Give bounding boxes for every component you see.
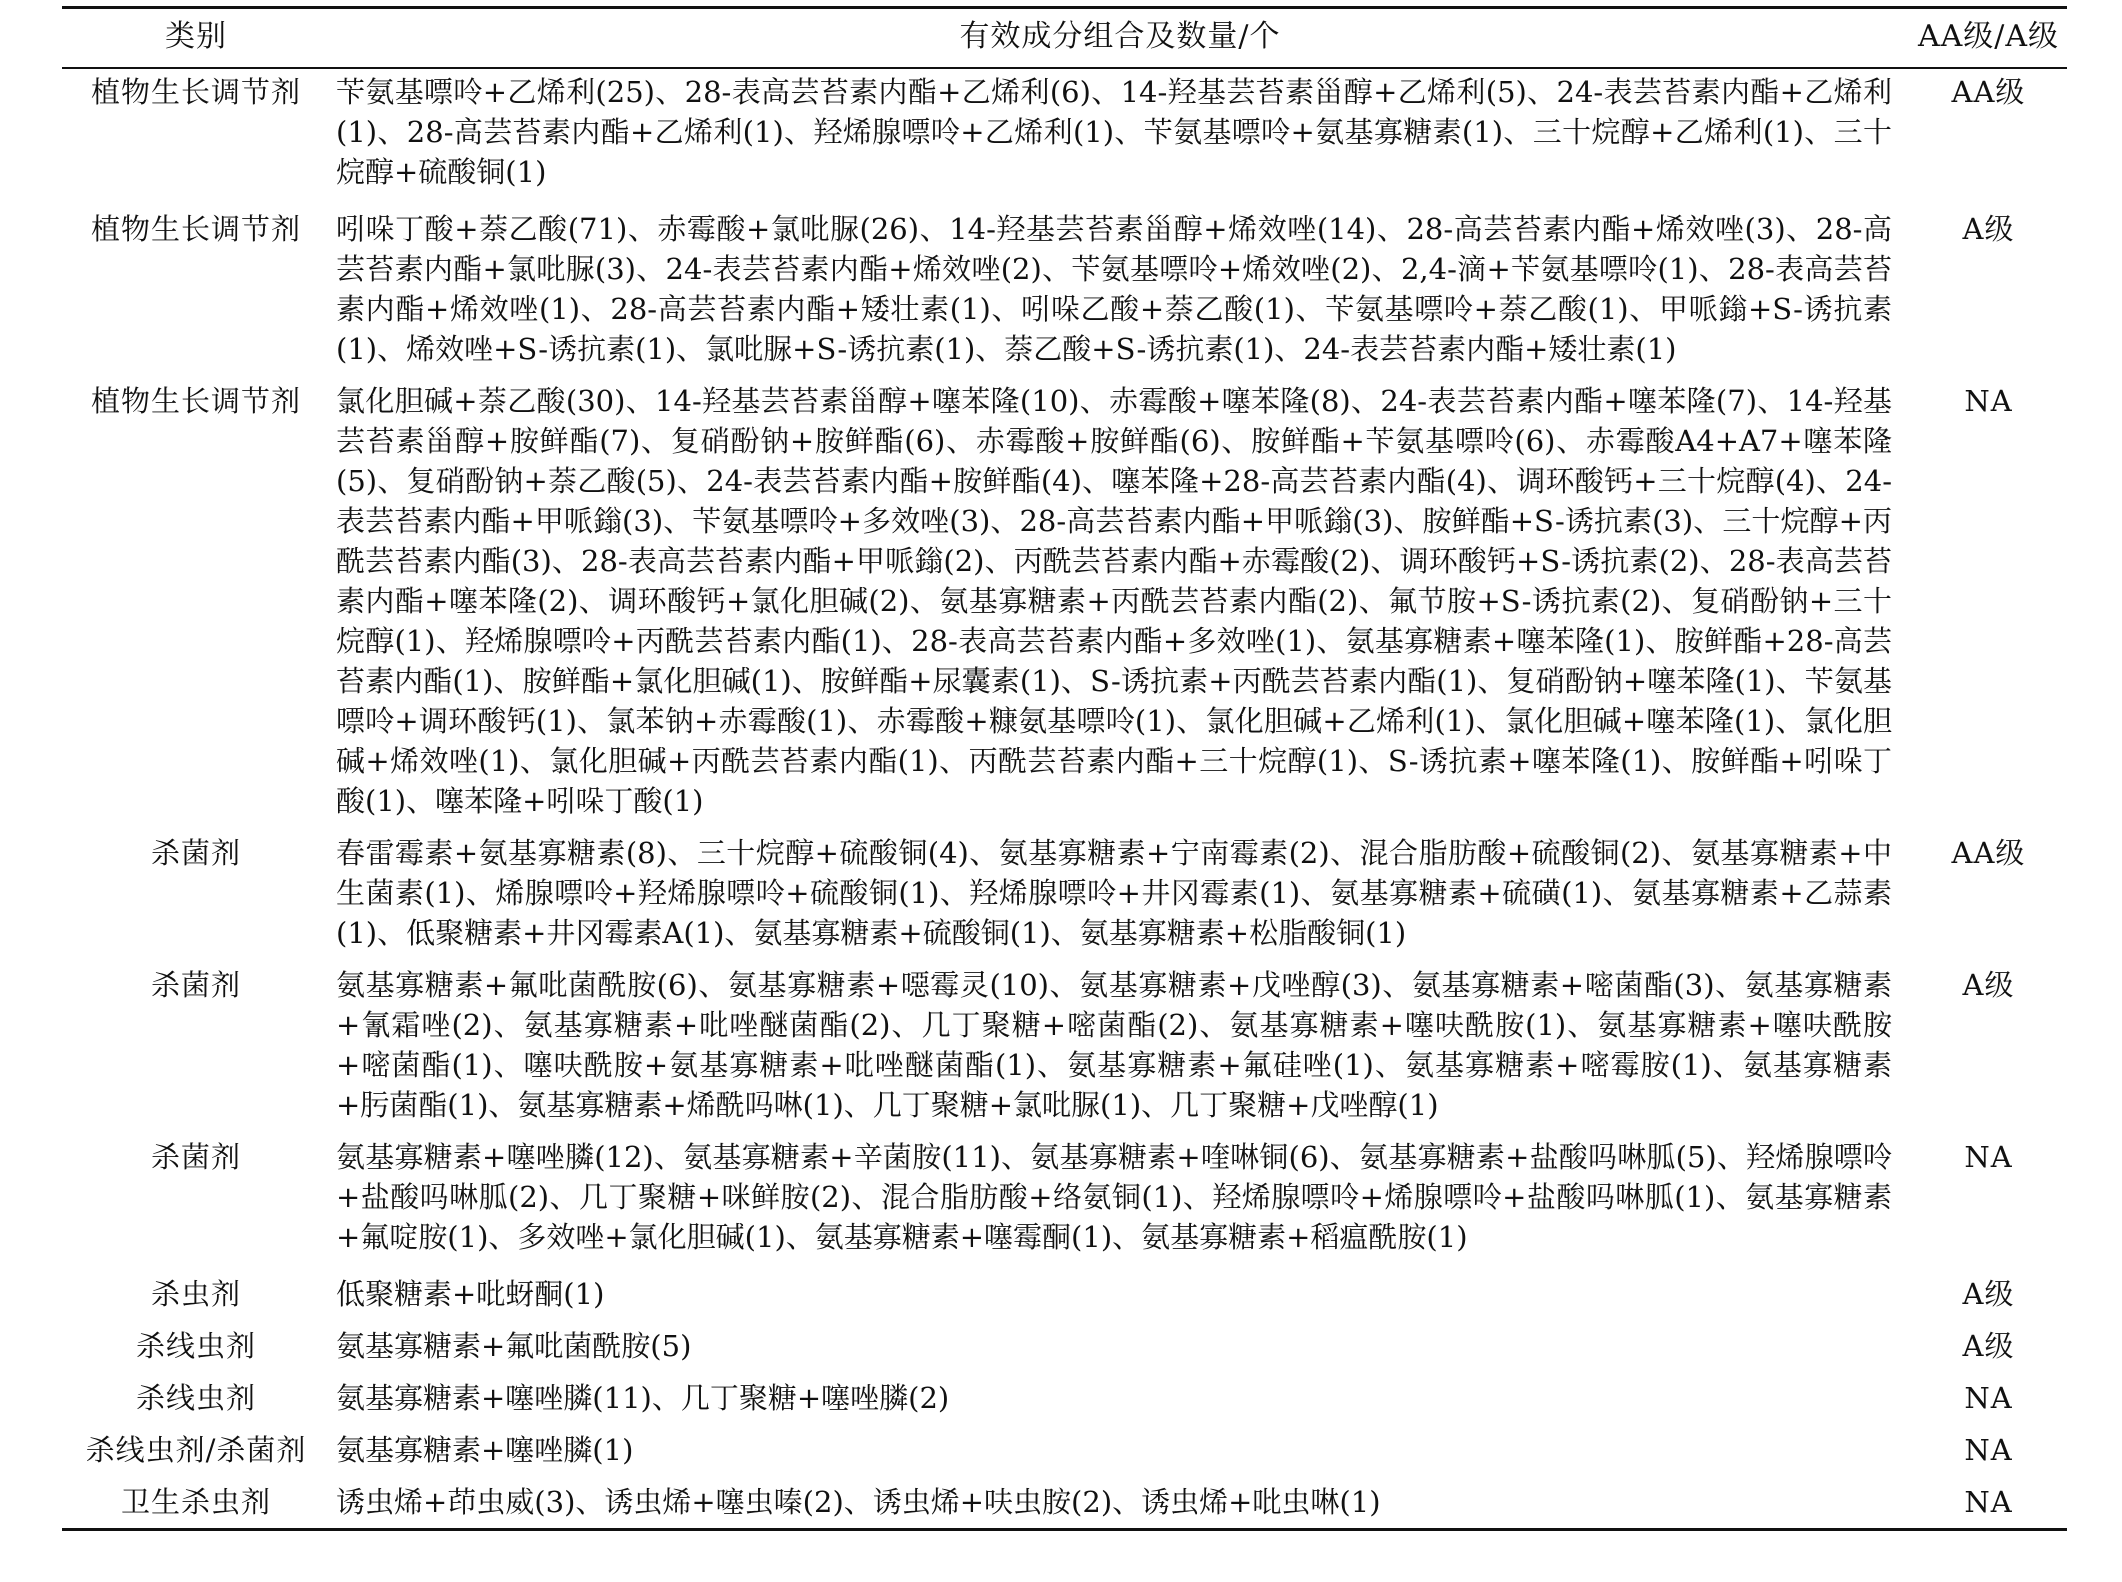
ingredient-combination-table [62, 6, 2067, 1531]
combinations-cell: 氨基寡糖素+氟吡菌酰胺(6)、氨基寡糖素+噁霉灵(10)、氨基寡糖素+戊唑醇(3)、氨基寡糖素+嘧菌酯(3)、氨基寡糖素+氰霜唑(2)、氨基寡糖素+吡唑醚菌酯(2)、几丁聚糖+嘧菌酯(2)、氨基寡糖素+噻呋酰胺(1)、氨基寡糖素+噻呋酰胺+嘧菌酯(1)、噻呋酰胺+氨基寡糖素+吡唑醚菌酯(1)、氨基寡糖素+氟硅唑(1)、氨基寡糖素+嘧霉胺(1)、氨基寡糖素+肟菌酯(1)、氨基寡糖素+烯酰吗啉(1)、几丁聚糖+氯吡脲(1)、几丁聚糖+戊唑醇(1) [336, 968, 1892, 1122]
header-combinations: 有效成分组合及数量/个 [330, 8, 1910, 69]
table-row [62, 1134, 2067, 1271]
combinations-cell: 低聚糖素+吡蚜酮(1) [336, 1277, 605, 1311]
category-cell: 杀虫剂 [150, 1277, 241, 1311]
table-row [62, 962, 2067, 1134]
table-row [62, 68, 2067, 206]
table-row [62, 378, 2067, 830]
combinations-cell: 春雷霉素+氨基寡糖素(8)、三十烷醇+硫酸铜(4)、氨基寡糖素+宁南霉素(2)、混合脂肪酸+硫酸铜(2)、氨基寡糖素+中生菌素(1)、烯腺嘌呤+羟烯腺嘌呤+硫酸铜(1)、羟烯腺嘌呤+井冈霉素(1)、氨基寡糖素+硫磺(1)、氨基寡糖素+乙蒜素(1)、低聚糖素+井冈霉素A(1)、氨基寡糖素+硫酸铜(1)、氨基寡糖素+松脂酸铜(1) [336, 836, 1892, 950]
combinations-cell: 吲哚丁酸+萘乙酸(71)、赤霉酸+氯吡脲(26)、14-羟基芸苔素甾醇+烯效唑(14)、28-高芸苔素内酯+烯效唑(3)、28-高芸苔素内酯+氯吡脲(3)、24-表芸苔素内酯+烯效唑(2)、苄氨基嘌呤+烯效唑(2)、2,4-滴+苄氨基嘌呤(1)、28-表高芸苔素内酯+烯效唑(1)、28-高芸苔素内酯+矮壮素(1)、吲哚乙酸+萘乙酸(1)、苄氨基嘌呤+萘乙酸(1)、甲哌鎓+S-诱抗素(1)、烯效唑+S-诱抗素(1)、氯吡脲+S-诱抗素(1)、萘乙酸+S-诱抗素(1)、24-表芸苔素内酯+矮壮素(1) [336, 212, 1892, 366]
grade-cell: NA [1964, 1381, 2013, 1415]
category-cell: 杀菌剂 [150, 968, 241, 1002]
combinations-cell: 苄氨基嘌呤+乙烯利(25)、28-表高芸苔素内酯+乙烯利(6)、14-羟基芸苔素甾醇+乙烯利(5)、24-表芸苔素内酯+乙烯利(1)、28-高芸苔素内酯+乙烯利(1)、羟烯腺嘌呤+乙烯利(1)、苄氨基嘌呤+氨基寡糖素(1)、三十烷醇+乙烯利(1)、三十烷醇+硫酸铜(1) [336, 75, 1892, 189]
category-cell: 杀线虫剂 [135, 1329, 256, 1363]
grade-cell: A级 [1962, 1277, 2015, 1311]
combinations-cell: 氨基寡糖素+氟吡菌酰胺(5) [336, 1329, 692, 1363]
grade-cell: NA [1964, 384, 2013, 418]
category-cell: 植物生长调节剂 [90, 384, 301, 418]
header-category: 类别 [62, 8, 330, 69]
table-row [62, 1323, 2067, 1375]
table-row [62, 830, 2067, 962]
grade-cell: A级 [1962, 968, 2015, 1002]
header-row [62, 8, 2067, 69]
grade-cell: NA [1964, 1140, 2013, 1174]
table-header [62, 8, 2067, 69]
table-row [62, 1479, 2067, 1530]
table-row [62, 1375, 2067, 1427]
combinations-cell: 氨基寡糖素+噻唑膦(11)、几丁聚糖+噻唑膦(2) [336, 1381, 950, 1415]
category-cell: 杀菌剂 [150, 836, 241, 870]
grade-cell: NA [1910, 1479, 2067, 1530]
category-cell: 卫生杀虫剂 [62, 1479, 330, 1530]
combinations-cell: 氨基寡糖素+噻唑膦(1) [336, 1433, 634, 1467]
category-cell: 杀菌剂 [150, 1140, 241, 1174]
category-cell: 杀线虫剂/杀菌剂 [85, 1433, 307, 1467]
grade-cell: A级 [1962, 1329, 2015, 1363]
combinations-cell: 诱虫烯+茚虫威(3)、诱虫烯+噻虫嗪(2)、诱虫烯+呋虫胺(2)、诱虫烯+吡虫啉(1) [330, 1479, 1910, 1530]
grade-cell: NA [1964, 1433, 2013, 1467]
table-row [62, 206, 2067, 378]
table-row [62, 1427, 2067, 1479]
header-grade: AA级/A级 [1910, 8, 2067, 69]
table-row [62, 1271, 2067, 1323]
grade-cell: AA级 [1951, 75, 2026, 109]
category-cell: 植物生长调节剂 [90, 212, 301, 246]
combinations-cell: 氨基寡糖素+噻唑膦(12)、氨基寡糖素+辛菌胺(11)、氨基寡糖素+喹啉铜(6)、氨基寡糖素+盐酸吗啉胍(5)、羟烯腺嘌呤+盐酸吗啉胍(2)、几丁聚糖+咪鲜胺(2)、混合脂肪酸+络氨铜(1)、羟烯腺嘌呤+烯腺嘌呤+盐酸吗啉胍(1)、氨基寡糖素+氟啶胺(1)、多效唑+氯化胆碱(1)、氨基寡糖素+噻霉酮(1)、氨基寡糖素+稻瘟酰胺(1) [336, 1140, 1892, 1254]
grade-cell: A级 [1962, 212, 2015, 246]
grade-cell: AA级 [1951, 836, 2026, 870]
category-cell: 植物生长调节剂 [90, 75, 301, 109]
combinations-cell: 氯化胆碱+萘乙酸(30)、14-羟基芸苔素甾醇+噻苯隆(10)、赤霉酸+噻苯隆(8)、24-表芸苔素内酯+噻苯隆(7)、14-羟基芸苔素甾醇+胺鲜酯(7)、复硝酚钠+胺鲜酯(6)、赤霉酸+胺鲜酯(6)、胺鲜酯+苄氨基嘌呤(6)、赤霉酸A4+A7+噻苯隆(5)、复硝酚钠+萘乙酸(5)、24-表芸苔素内酯+胺鲜酯(4)、噻苯隆+28-高芸苔素内酯(4)、调环酸钙+三十烷醇(4)、24-表芸苔素内酯+甲哌鎓(3)、苄氨基嘌呤+多效唑(3)、28-高芸苔素内酯+甲哌鎓(3)、胺鲜酯+S-诱抗素(3)、三十烷醇+丙酰芸苔素内酯(3)、28-表高芸苔素内酯+甲哌鎓(2)、丙酰芸苔素内酯+赤霉酸(2)、调环酸钙+S-诱抗素(2)、28-表高芸苔素内酯+噻苯隆(2)、调环酸钙+氯化胆碱(2)、氨基寡糖素+丙酰芸苔素内酯(2)、氟节胺+S-诱抗素(2)、复硝酚钠+三十烷醇(1)、羟烯腺嘌呤+丙酰芸苔素内酯(1)、28-表高芸苔素内酯+多效唑(1)、氨基寡糖素+噻苯隆(1)、胺鲜酯+28-高芸苔素内酯(1)、胺鲜酯+氯化胆碱(1)、胺鲜酯+尿囊素(1)、S-诱抗素+丙酰芸苔素内酯(1)、复硝酚钠+噻苯隆(1)、苄氨基嘌呤+调环酸钙(1)、氯苯钠+赤霉酸(1)、赤霉酸+糠氨基嘌呤(1)、氯化胆碱+乙烯利(1)、氯化胆碱+噻苯隆(1)、氯化胆碱+烯效唑(1)、氯化胆碱+丙酰芸苔素内酯(1)、丙酰芸苔素内酯+三十烷醇(1)、S-诱抗素+噻苯隆(1)、胺鲜酯+吲哚丁酸(1)、噻苯隆+吲哚丁酸(1) [336, 384, 1892, 818]
table-body [62, 68, 2067, 1530]
category-cell: 杀线虫剂 [135, 1381, 256, 1415]
